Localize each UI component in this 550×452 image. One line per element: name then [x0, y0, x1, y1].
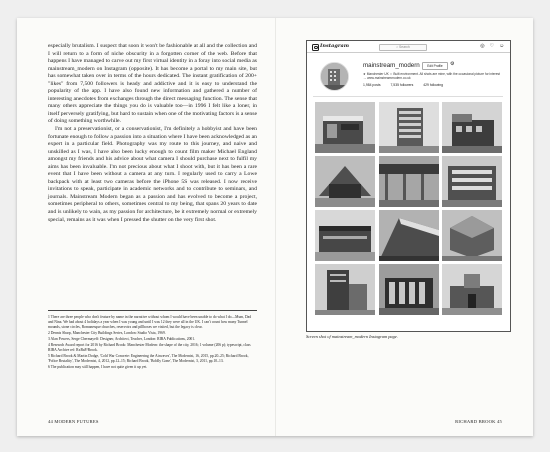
- footnote-rule: [48, 310, 257, 311]
- instagram-wordmark: Instagram: [320, 43, 349, 49]
- book-spread: [17, 18, 533, 436]
- left-page: [17, 18, 275, 436]
- search-input[interactable]: ⌕ Search: [379, 44, 427, 52]
- photo-tile[interactable]: [379, 156, 439, 207]
- photo-tile[interactable]: [315, 210, 375, 261]
- instagram-top-bar: [307, 41, 510, 53]
- photo-tile[interactable]: [379, 210, 439, 261]
- photo-tile[interactable]: [442, 102, 502, 153]
- footnote: 2 Dennis Sharp, Manchester City Buildings Series, London: Studio Vista, 1969.: [48, 331, 166, 336]
- profile-divider: [313, 96, 503, 97]
- following-count[interactable]: 429 following: [423, 83, 444, 87]
- folio-left: 44 MODERN FUTURES: [48, 419, 99, 424]
- photo-tile[interactable]: [442, 264, 502, 315]
- photo-tile[interactable]: [379, 264, 439, 315]
- footnote: 1 There are three people who don't feature by name in the narrative without whom I would have been unable to do what I do—Mum, Dad and Nina. We had about 4 holidays a year when I was young and until I was 12 they were all in the UK. I can't count how many Tunnel mounds, stone circles, Romanesque churches, reservoirs and pillboxes we visited, but the legacy is clear.: [48, 315, 252, 330]
- footnotes: [48, 315, 257, 371]
- photo-tile[interactable]: [315, 264, 375, 315]
- folio-right: RICHARD BROOK 45: [455, 419, 502, 424]
- avatar: [320, 62, 349, 91]
- photo-tile[interactable]: [442, 210, 502, 261]
- followers-count[interactable]: 7,535 followers: [390, 83, 414, 87]
- photo-tile[interactable]: [315, 102, 375, 153]
- figure-caption: Screen shot of mainstream_modern Instagram page.: [306, 334, 398, 339]
- photo-tile[interactable]: [442, 156, 502, 207]
- paragraph-1: especially brutalism. I suspect that soon it won't be fashionable at all and the collection and I will return to a form of niche obscurity in a forgotten corner of the web. Before that happens I have managed to carve out my first virtual identity in a foray into social media as mainstream_modern on Instagram (opposite). It has become a portal to my main site, but has somewhat taken over in terms of the hours dedicated. The instant gratification of 200+ "likes" from 7,500 followers is heady and addictive and it is easy to understand the popularity of the app. I have also found new information and gathered a number of interesting anecdotes from exchanges through the direct messaging function. The sense that many others appreciate the things you do is valuable too—in 1996 I felt like a loner, in itself perversely gratifying, but hard to sustain when one of the motivating factors is a sense of doing something worthwhile.: [48, 43, 257, 125]
- footnote: 4 Research Award report for 2016 by Richard Brook: Manchester Modern: the shape of the city, 2016; 1 volume (206 p); typescript, class RIBA Archive ref: RxBaP/Brook.: [48, 342, 251, 352]
- nav-icons[interactable]: ◎ ♡ ☺: [480, 43, 506, 49]
- photo-tile[interactable]: [315, 156, 375, 207]
- photo-grid: [315, 102, 502, 315]
- posts-count: 1,984 posts: [363, 83, 381, 87]
- body-text: [48, 43, 257, 224]
- right-page: [276, 18, 533, 436]
- profile-username: mainstream_modern: [363, 62, 420, 69]
- footnote: 3 Alan Powers, Serge Chermayeff: Designer, Architect, Teacher, London: RIBA Publications, 2001.: [48, 337, 196, 341]
- profile-bio: ★ Manchester UK ☆ Built environment. All shots are mine, with the occasional picture for interest → www.mainstreammodern.co.uk: [363, 72, 500, 81]
- edit-profile-button[interactable]: Edit Profile: [422, 62, 448, 70]
- paragraph-2: I'm not a preservationist, or a conservationist, I'm definitely a hobbyist and have been fortunate enough to follow a passion into a situation where I have been acknowledged as an expert in a particular field. Photography was my route to this journey, and naive and unskilled as I was, I have also been lucky enough to count film maker Michael England amongst my friends and his advice about what camera I should purchase next to fulfil my aims has been invaluable. I'm not precious about what I shoot with, but it has been a rare event that I have been without a camera at any turn. I regularly used to carry a Lowe backpack with at least two cameras before the iPhone 5S was released. I now receive invitations to speak, participate in academic networks and to contribute to seminars, and journals. Mainstream Modern began as a passion and has evolved to become a project, sometimes peripheral to others, sometimes central to my being, that spans 20 years to date and is unlikely to wain, as my passion for architecture, be it extremely normal or extremely special, remains as it was when I pressed the shutter on the very first shot.: [48, 126, 257, 223]
- settings-icon[interactable]: ⚙: [450, 61, 455, 67]
- instagram-screenshot: [306, 40, 511, 332]
- camera-icon: [312, 44, 319, 51]
- profile-stats: [363, 83, 452, 87]
- footnote: 6 The publication may still happen, I have not quite given it up yet.: [48, 364, 148, 369]
- footnote: 5 Richard Brook & Martin Dodge, 'Cold War Concrete: Engineering the Airwaves', The Modernist, 16, 2015, pp.20–25; Richard Brook, 'Police Brutality', The Modernist, 4, 2012, pp.12–15; Richard Brook, 'Boldly Gone', The Modernist, 3, 2011, pp.10–13.: [48, 353, 249, 363]
- photo-tile[interactable]: [379, 102, 439, 153]
